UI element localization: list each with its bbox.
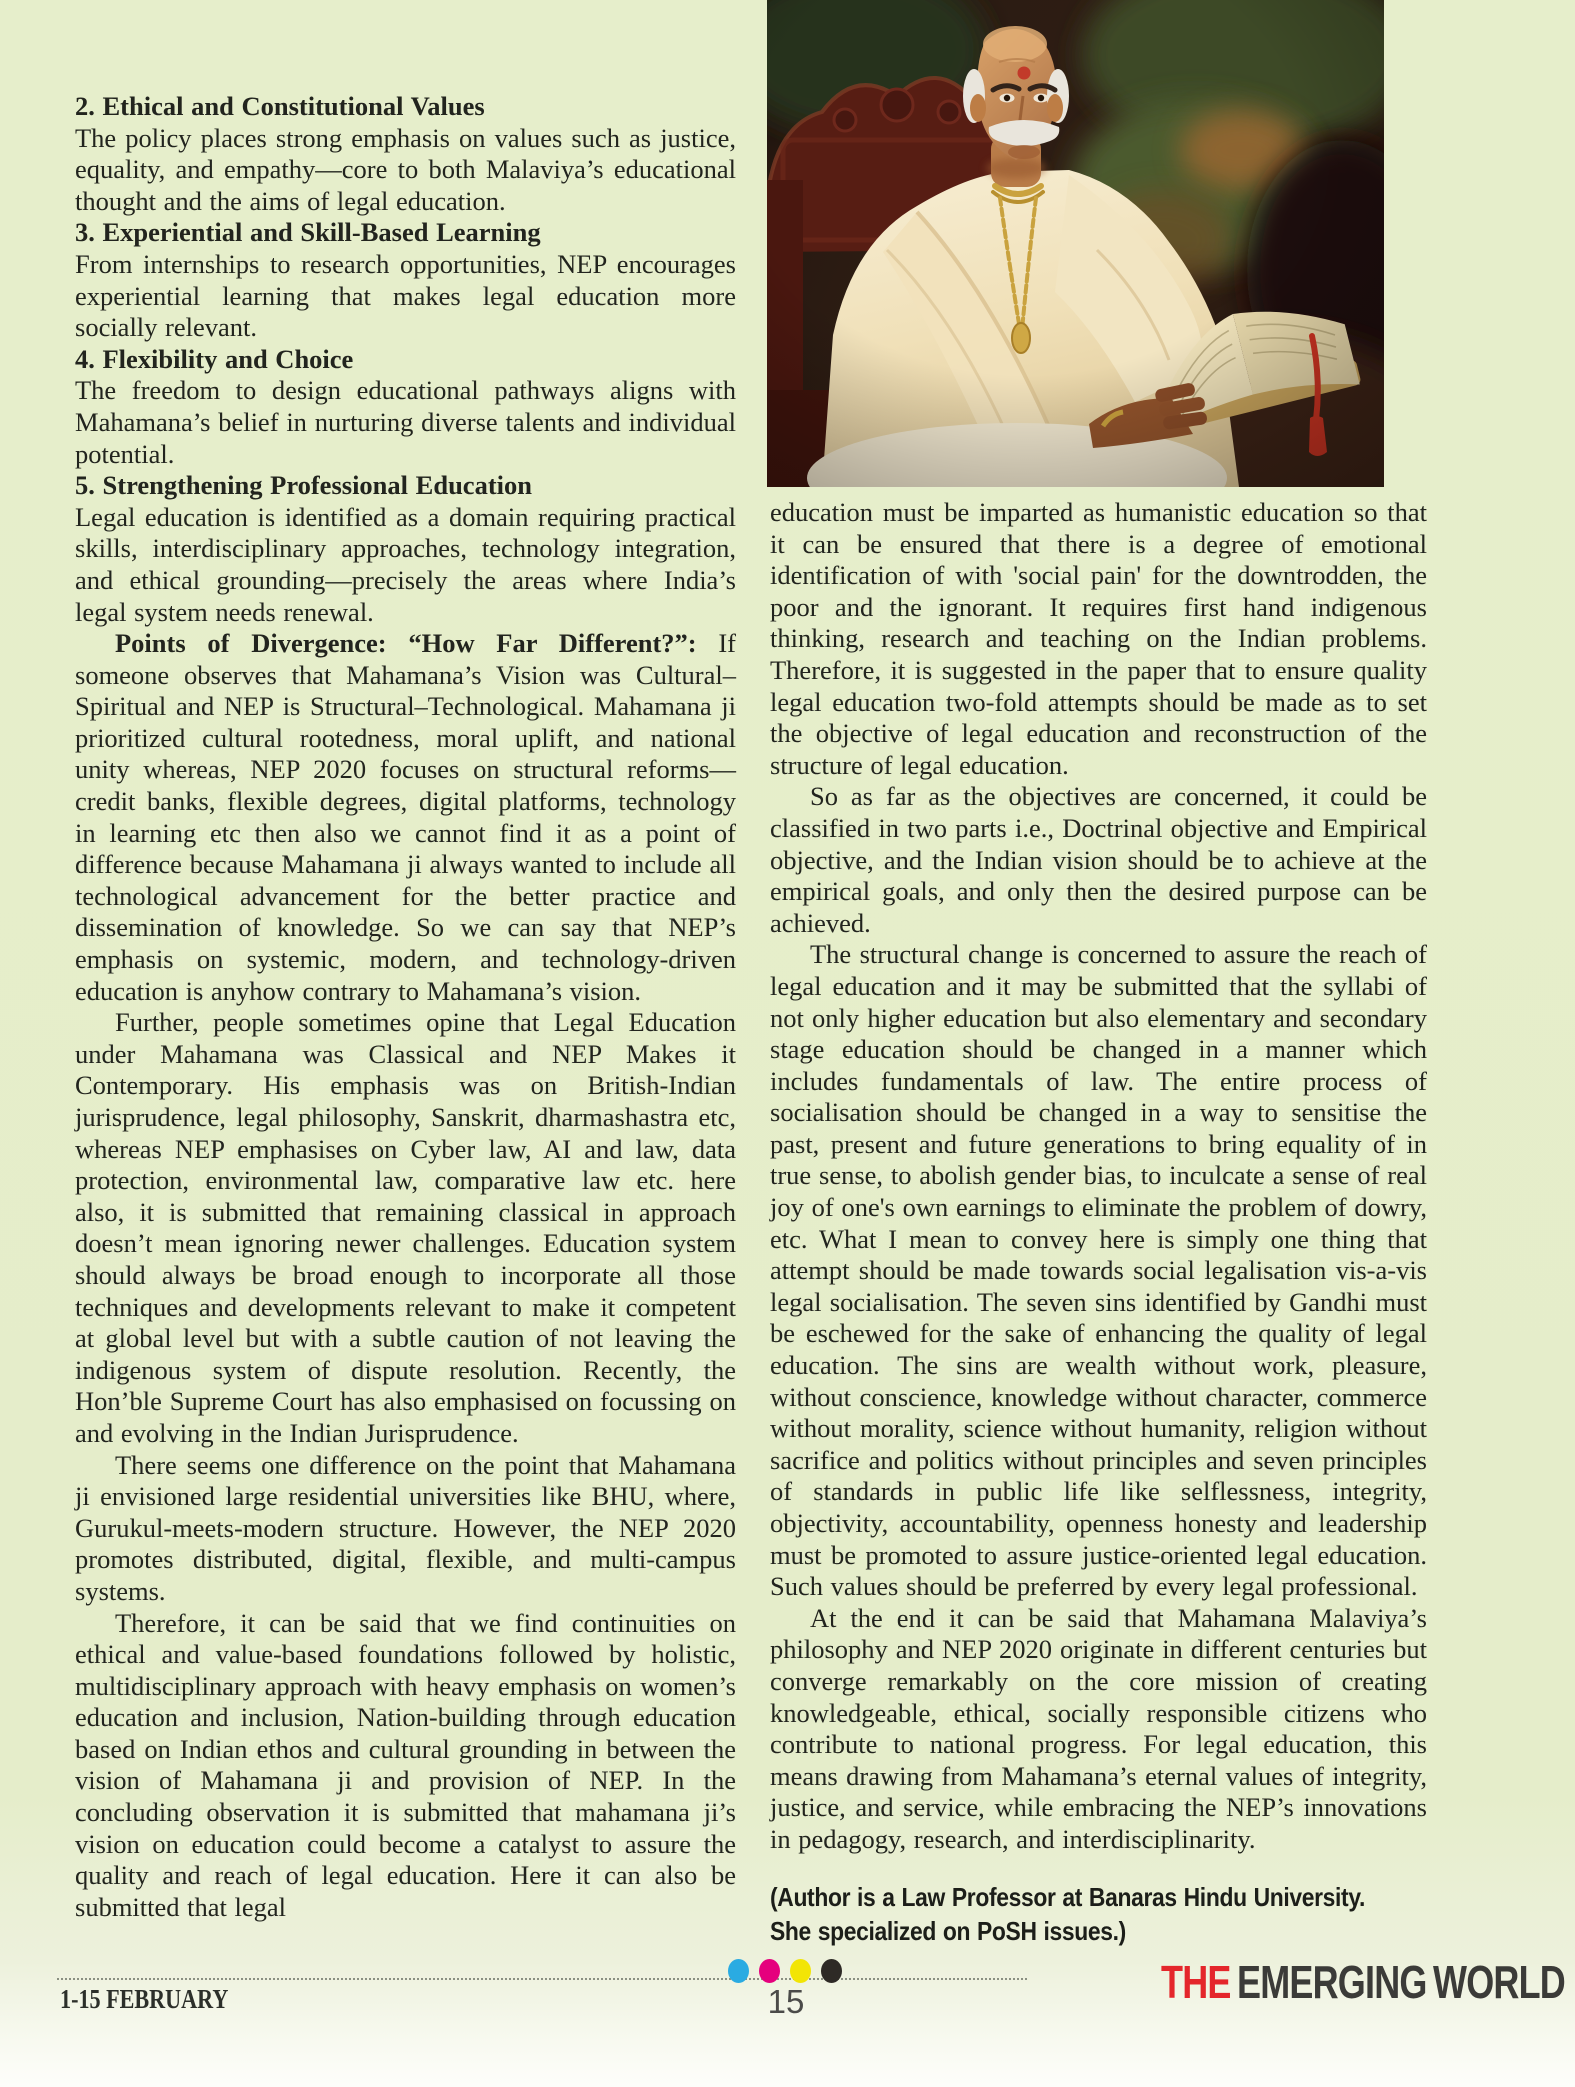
left-text-column <box>75 91 736 1923</box>
section-heading: 5. Strengthening Professional Education <box>75 470 532 501</box>
logo-word-the: THE <box>1161 1956 1231 2009</box>
black-dot <box>821 1959 842 1983</box>
paragraph: Legal education is identified as a domain requiring practical skills, interdisciplinary approaches, technology integration, and ethical grounding—precisely the areas where India’s legal system needs renewal. <box>75 501 736 627</box>
magazine-logo-text <box>1161 1956 1565 2009</box>
vignette <box>767 0 1384 487</box>
magazine-logo <box>1060 1956 1565 2009</box>
logo-word-world: WORLD <box>1433 1956 1565 2009</box>
paragraph: So as far as the objectives are concerned, it could be classified in two parts i.e., Doctrinal objective and Empirical objective, and the Indian vision should be to achieve at the empirical goals, and only then the desired purpose can be achieved. <box>770 781 1427 938</box>
section-heading: 3. Experiential and Skill-Based Learning <box>75 217 541 248</box>
cyan-dot <box>728 1959 749 1983</box>
yellow-dot <box>790 1959 811 1983</box>
paragraph: The structural change is concerned to assure the reach of legal education and it may be submitted that the syllabi of not only higher education but also elementary and secondary stage education should be changed in a manner which includes fundamentals of law. The entire process of socialisation should be changed in a way to sensitise the past, present and future generations to bring equality of in true sense, to abolish gender bias, to inculcate a sense of real joy of one's own earnings to eliminate the problem of dowry, etc. What I mean to convey here is simply one thing that attempt should be made towards social legalisation vis-a-vis legal socialisation. The seven sins identified by Gandhi must be eschewed for the sake of enhancing the quality of legal education. The sins are wealth without work, pleasure, without conscience, knowledge without character, commerce without morality, science without humanity, religion without sacrifice and politics without principles and seven principles of standards in public life like selflessness, integrity, objectivity, accountability, openness honesty and leadership must be promoted to assure justice-oriented legal education. Such values should be preferred by every legal professional. <box>770 939 1427 1602</box>
paragraph: The policy places strong emphasis on values such as justice, equality, and empathy—core to both Malaviya’s educational thought and the aims of legal education. <box>75 122 736 216</box>
paragraph: There seems one difference on the point that Mahamana ji envisioned large residential universities like BHU, where, Gurukul-meets-modern structure. However, the NEP 2020 promotes distributed, digital, flexible, and multi-campus systems. <box>75 1449 736 1606</box>
right-column-paragraphs <box>770 497 1427 1856</box>
cmyk-registration-dots <box>728 1959 842 1983</box>
paragraph: education must be imparted as humanistic education so that it can be ensured that there is a degree of emotional identification of with 'social pain' for the downtrodden, the poor and the ignorant. It requires first hand indigenous thinking, research and teaching on the Indian problems. Therefore, it is suggested in the paper that to ensure quality legal education two-fold attempts should be made as to set the objective of legal education and reconstruction of the structure of legal education. <box>770 497 1427 780</box>
paragraph: At the end it can be said that Mahamana Malaviya’s philosophy and NEP 2020 originate in different centuries but converge remarkably on the core mission of creating knowledgeable, ethical, socially responsible citizens who contribute to national progress. For legal education, this means drawing from Mahamana’s eternal values of integrity, justice, and service, while embracing the NEP’s innovations in pedagogy, research, and interdisciplinarity. <box>770 1602 1427 1854</box>
right-text-column <box>770 497 1427 1948</box>
paragraph: The freedom to design educational pathways aligns with Mahamana’s belief in nurturing diverse talents and individual potential. <box>75 375 736 469</box>
paragraph: Further, people sometimes opine that Legal Education under Mahamana was Classical and NEP Makes it Contemporary. His emphasis was on British-Indian jurisprudence, legal philosophy, Sanskrit, dharmashastra etc, whereas NEP emphasises on Cyber law, AI and law, data protection, environmental law, comparative law etc. here also, it is submitted that remaining classical in approach doesn’t mean ignoring newer challenges. Education system should always be broad enough to incorporate all those techniques and developments relevant to make it competent at global level but with a subtle caution of not leaving the indigenous system of dispute resolution. Recently, the Hon’ble Supreme Court has also emphasised on focussing on and evolving in the Indian Jurisprudence. <box>75 1007 736 1448</box>
magenta-dot <box>759 1959 780 1983</box>
author-note-line: She specialized on PoSH issues.) <box>770 1915 1126 1946</box>
issue-date: 1-15 FEBRUARY <box>60 1984 229 2014</box>
footer-dotted-rule <box>57 1978 1027 1980</box>
author-note <box>770 1880 1427 1948</box>
paragraph: Points of Divergence: “How Far Different?”: If someone observes that Mahamana’s Vision was Cultural–Spiritual and NEP is Structural–Technological. Mahamana ji prioritized cultural rootedness, moral uplift, and national unity whereas, NEP 2020 focuses on structural reforms—credit banks, flexible degrees, digital platforms, technology in learning etc then also we cannot find it as a point of difference because Mahamana ji always wanted to include all technological advancement for the better practice and dissemination of knowledge. So we can say that NEP’s emphasis on systemic, modern, and technology-driven education is anyhow contrary to Mahamana’s vision. <box>75 628 736 1006</box>
portrait-illustration <box>767 0 1384 487</box>
paragraph-bold-lead: Points of Divergence: “How Far Different?”: <box>115 628 697 659</box>
malaviya-portrait-painting <box>767 0 1384 487</box>
paragraph: Therefore, it can be said that we find continuities on ethical and value-based foundations followed by holistic, multidisciplinary approach with heavy emphasis on women’s education and inclusion, Nation-building through education based on Indian ethos and cultural grounding in between the vision of Mahamana ji and provision of NEP. In the concluding observation it is submitted that mahamana ji’s vision on education could become a catalyst to assure the quality and reach of legal education. Here it can also be submitted that legal <box>75 1607 736 1922</box>
author-note-line: (Author is a Law Professor at Banaras Hindu University. <box>770 1881 1366 1912</box>
section-heading: 4. Flexibility and Choice <box>75 343 354 374</box>
logo-word-emerging: EMERGING <box>1237 1956 1427 2009</box>
page-number: 15 <box>767 1983 805 2020</box>
paragraph: From internships to research opportunities, NEP encourages experiential learning that makes legal education more socially relevant. <box>75 248 736 343</box>
section-heading: 2. Ethical and Constitutional Values <box>75 91 485 121</box>
